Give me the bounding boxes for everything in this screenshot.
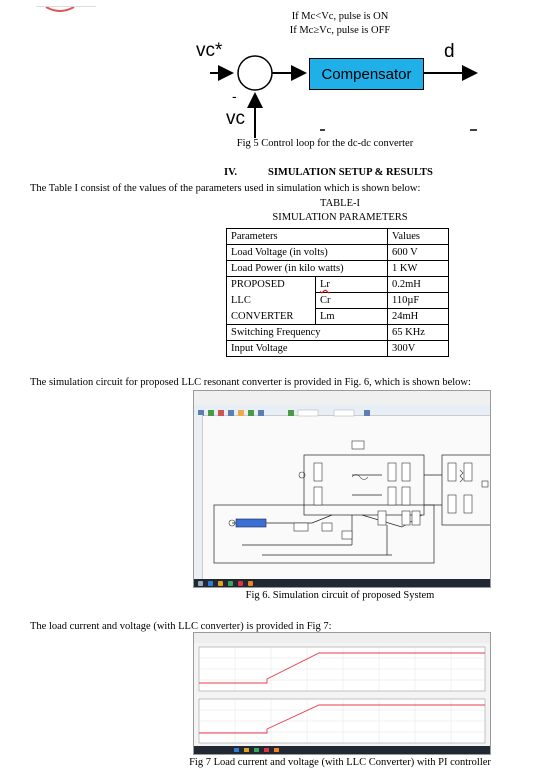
scope-screenshot <box>193 632 491 755</box>
param-value: 1 KW <box>388 261 449 277</box>
param-symbol: Lm <box>316 309 388 325</box>
table-row <box>227 325 449 341</box>
param-symbol-text: Lr <box>320 279 330 290</box>
folder-icon <box>218 581 223 586</box>
param-value: 0.2mH <box>388 277 449 293</box>
fig6-caption: Fig 6. Simulation circuit of proposed System <box>245 590 435 601</box>
section-number: IV. <box>224 167 237 178</box>
output-label: d <box>444 41 455 62</box>
section-intro: The Table I consist of the values of the parameters used in simulation which is shown below: <box>30 183 421 194</box>
param-value: 300V <box>388 341 449 357</box>
reference-label: vc* <box>196 40 223 61</box>
scope-plot <box>194 633 490 754</box>
group-label-line: LLC <box>227 293 316 309</box>
table-header-row <box>227 229 449 245</box>
minus-sign: - <box>232 88 237 104</box>
search-icon <box>208 581 213 586</box>
param-name: Input Voltage <box>227 341 388 357</box>
header-parameters: Parameters <box>227 229 388 245</box>
logo-fragment-icon <box>36 7 96 13</box>
browser-icon <box>238 581 243 586</box>
param-value: 65 KHz <box>388 325 449 341</box>
feedback-label: vc <box>226 108 245 129</box>
table-label: TABLE-I <box>320 198 360 209</box>
fig7-intro: The load current and voltage (with LLC converter) is provided in Fig 7: <box>30 621 332 632</box>
param-name: Switching Frequency <box>227 325 388 341</box>
fig5-caption: Fig 5 Control loop for the dc-dc converter <box>236 138 414 149</box>
compensator-block <box>309 58 424 90</box>
group-label-line: CONVERTER <box>227 309 316 325</box>
app-icon <box>228 581 233 586</box>
fig7-caption: Fig 7 Load current and voltage (with LLC Converter) with PI controller <box>189 757 491 768</box>
table-row <box>227 245 449 261</box>
windows-taskbar <box>194 579 490 587</box>
header-image-fragment <box>36 0 96 7</box>
window-titlebar <box>194 391 490 406</box>
circuit-model-canvas <box>202 415 490 579</box>
param-value: 110µF <box>388 293 449 309</box>
table-title: SIMULATION PARAMETERS <box>272 212 408 223</box>
summing-junction <box>238 56 272 90</box>
param-value: 600 V <box>388 245 449 261</box>
group-label-line: PROPOSED <box>227 277 316 293</box>
param-symbol <box>316 277 388 293</box>
condition-on-text: If Mc<Vc, pulse is ON <box>291 11 389 22</box>
header-values: Values <box>388 229 449 245</box>
table-row <box>227 261 449 277</box>
param-value: 24mH <box>388 309 449 325</box>
condition-off-text: If Mc≥Vc, pulse is OFF <box>289 25 391 36</box>
param-symbol: Cr <box>316 293 388 309</box>
table-row <box>227 341 449 357</box>
parameters-table <box>226 228 449 357</box>
param-name: Load Voltage (in volts) <box>227 245 388 261</box>
simulink-screenshot <box>193 390 491 588</box>
section-title: SIMULATION SETUP & RESULTS <box>268 167 433 178</box>
fig6-intro: The simulation circuit for proposed LLC resonant converter is provided in Fig. 6, which is shown below: <box>30 377 471 388</box>
compensator-label: Compensator <box>321 65 412 83</box>
start-icon <box>198 581 203 586</box>
table-row <box>227 309 449 325</box>
table-row <box>227 293 449 309</box>
param-name: Load Power (in kilo watts) <box>227 261 388 277</box>
table-row <box>227 277 449 293</box>
matlab-icon <box>248 581 253 586</box>
